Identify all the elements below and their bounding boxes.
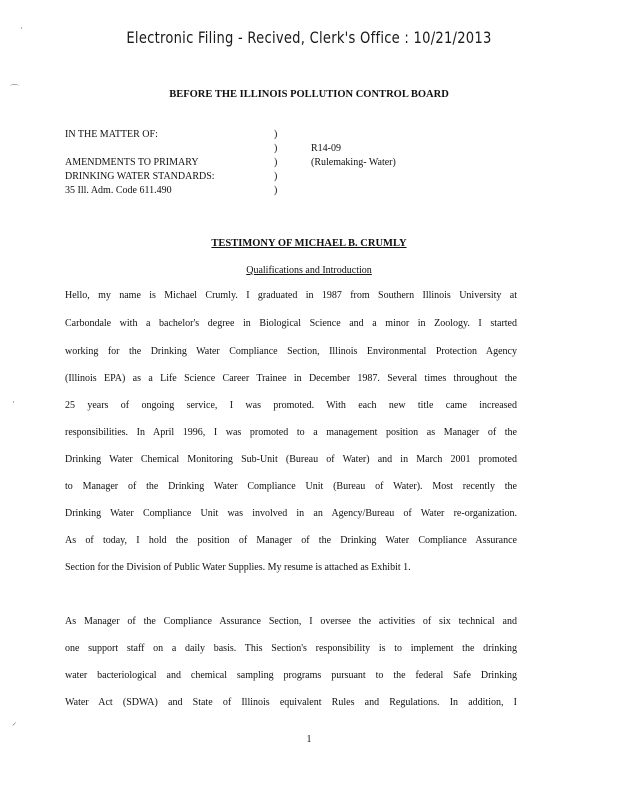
board-title: BEFORE THE ILLINOIS POLLUTION CONTROL BOARD [169, 89, 449, 100]
caption-docket [311, 142, 396, 170]
caption-line: IN THE MATTER OF: [65, 129, 158, 140]
text-line: (Illinois EPA) as a Life Science Career Trainee in December 1987. Several times throughout the [65, 373, 517, 384]
caption-matter [65, 128, 295, 198]
docket-type: (Rulemaking- Water) [311, 157, 396, 168]
text-line: As of today, I hold the position of Manager of the Drinking Water Compliance Assurance [65, 535, 517, 546]
text-line: As Manager of the Compliance Assurance Section, I oversee the activities of six technical and [65, 616, 517, 627]
text-line: Section for the Division of Public Water Supplies. My resume is attached as Exhibit 1. [65, 562, 411, 573]
text-line: one support staff on a daily basis. This Section's responsibility is to implement the drinking [65, 643, 517, 654]
scan-speck: ⸝ [12, 718, 17, 728]
text-line: Carbondale with a bachelor's degree in Biological Science and a minor in Zoology. I started [65, 318, 517, 329]
page-number: 1 [306, 734, 312, 745]
text-line: Drinking Water Chemical Monitoring Sub-Unit (Bureau of Water) and in March 2001 promoted [65, 454, 517, 465]
text-line: responsibilities. In April 1996, I was promoted to a management position as Manager of the [65, 427, 517, 438]
testimony-heading: TESTIMONY OF MICHAEL B. CRUMLY [211, 238, 407, 249]
paren: ) [274, 143, 278, 154]
paren: ) [274, 185, 278, 196]
caption-parentheses [274, 128, 277, 198]
docket-number: R14-09 [311, 143, 341, 154]
caption-line: 35 Ill. Adm. Code 611.490 [65, 185, 172, 196]
scan-speck: · [12, 398, 15, 408]
text-line: Drinking Water Compliance Unit was involved in an Agency/Bureau of Water re-organization. [65, 508, 517, 519]
scan-speck: ⌒ [10, 85, 20, 95]
text-line: working for the Drinking Water Compliance Section, Illinois Environmental Protection Agency [65, 346, 517, 357]
electronic-filing-stamp: Electronic Filing - Recived, Clerk's Office : 10/21/2013 [126, 28, 492, 47]
paren: ) [274, 171, 278, 182]
scan-speck: · [20, 24, 23, 34]
paren: ) [274, 129, 278, 140]
caption-line: AMENDMENTS TO PRIMARY [65, 157, 199, 168]
text-line: 25 years of ongoing service, I was promoted. With each new title came increased [65, 400, 517, 411]
caption-line [65, 142, 295, 156]
text-line: Water Act (SDWA) and State of Illinois equivalent Rules and Regulations. In addition, I [65, 697, 517, 708]
section-subheading: Qualifications and Introduction [246, 265, 372, 276]
text-line: water bacteriological and chemical sampling programs pursuant to the federal Safe Drinking [65, 670, 517, 681]
caption-line: DRINKING WATER STANDARDS: [65, 171, 215, 182]
text-line: Hello, my name is Michael Crumly. I graduated in 1987 from Southern Illinois University at [65, 290, 517, 301]
paren: ) [274, 157, 278, 168]
text-line: to Manager of the Drinking Water Compliance Unit (Bureau of Water). Most recently the [65, 481, 517, 492]
